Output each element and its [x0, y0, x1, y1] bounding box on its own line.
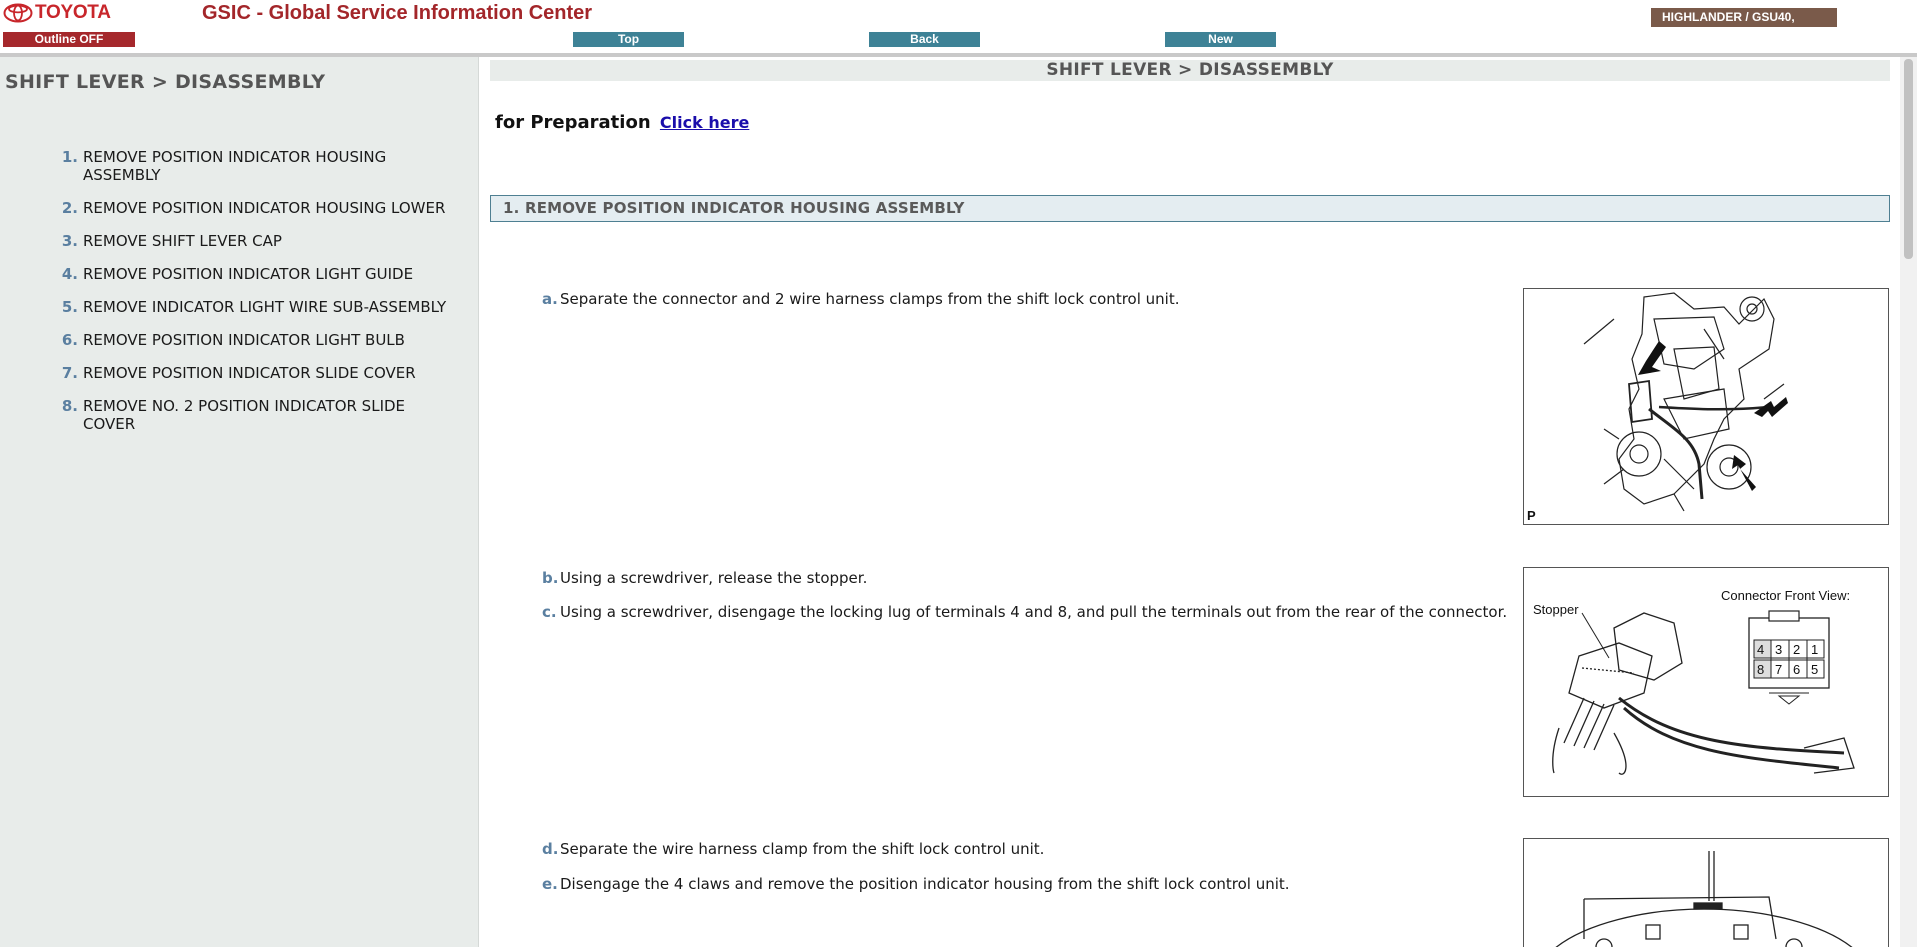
table-of-contents [52, 148, 457, 448]
vehicle-badge: HIGHLANDER / GSU40, [1651, 8, 1837, 27]
toc-label[interactable]: REMOVE POSITION INDICATOR LIGHT BULB [83, 331, 405, 349]
step-letter: a. [542, 290, 558, 308]
toc-number: 6. [61, 331, 78, 349]
figure-position-indicator-housing [1523, 838, 1889, 947]
pin-3: 3 [1775, 642, 1783, 657]
step-letter: c. [542, 603, 557, 621]
pin-1: 1 [1811, 642, 1819, 657]
outline-toggle-button[interactable]: Outline OFF [3, 32, 135, 47]
stopper-label: Stopper [1533, 602, 1579, 617]
step-text: Separate the connector and 2 wire harness clamps from the shift lock control unit. [560, 290, 1180, 308]
toc-item-6[interactable] [52, 331, 457, 349]
pin-2: 2 [1793, 642, 1801, 657]
top-button[interactable]: Top [573, 32, 684, 47]
main-content [480, 57, 1900, 947]
toc-item-8[interactable] [52, 397, 457, 433]
toc-label[interactable]: REMOVE POSITION INDICATOR LIGHT GUIDE [83, 265, 414, 283]
step-text: Separate the wire harness clamp from the shift lock control unit. [560, 840, 1045, 858]
section-heading: 1. REMOVE POSITION INDICATOR HOUSING ASSEMBLY [490, 195, 1890, 222]
toc-number: 8. [61, 397, 78, 415]
step-letter: d. [542, 840, 559, 858]
toc-item-4[interactable] [52, 265, 457, 283]
toc-number: 4. [61, 265, 78, 283]
step-e [542, 875, 1290, 893]
step-letter: e. [542, 875, 558, 893]
toyota-emblem-icon [3, 3, 33, 23]
toc-item-5[interactable] [52, 298, 457, 316]
toc-item-7[interactable] [52, 364, 457, 382]
figure-shift-lock-connector [1523, 288, 1889, 525]
pin-5: 5 [1811, 662, 1819, 677]
connector-stopper-illustration [1524, 568, 1888, 796]
step-d [542, 840, 1044, 858]
toc-label[interactable]: REMOVE INDICATOR LIGHT WIRE SUB-ASSEMBLY [83, 298, 447, 316]
scrollbar[interactable] [1900, 57, 1917, 947]
toc-label[interactable]: REMOVE SHIFT LEVER CAP [83, 232, 282, 250]
header [0, 0, 1917, 53]
figure-connector-stopper [1523, 567, 1889, 797]
connector-front-view-label: Connector Front View: [1721, 588, 1851, 603]
toc-label[interactable]: REMOVE NO. 2 POSITION INDICATOR SLIDE COVER [83, 397, 406, 433]
step-b [542, 569, 867, 587]
step-a [542, 290, 1179, 308]
step-c [542, 603, 1507, 621]
toc-item-1[interactable] [52, 148, 457, 184]
step-text: Disengage the 4 claws and remove the position indicator housing from the shift lock control unit. [560, 875, 1290, 893]
preparation-line [495, 112, 749, 133]
toc-item-2[interactable] [52, 199, 457, 217]
page-title: SHIFT LEVER > DISASSEMBLY [490, 60, 1890, 81]
pin-6: 6 [1793, 662, 1801, 677]
toc-item-3[interactable] [52, 232, 457, 250]
toc-number: 1. [61, 148, 78, 166]
toc-number: 7. [61, 364, 78, 382]
step-letter: b. [542, 569, 559, 587]
toc-label[interactable]: REMOVE POSITION INDICATOR SLIDE COVER [83, 364, 416, 382]
toyota-logo[interactable] [3, 2, 111, 24]
app-title: GSIC - Global Service Information Center [202, 2, 593, 24]
connector-pin-diagram [1749, 611, 1829, 704]
step-text: Using a screwdriver, disengage the locking lug of terminals 4 and 8, and pull the terminals out from the rear of the connector. [560, 603, 1508, 621]
new-button[interactable]: New [1165, 32, 1276, 47]
pin-4: 4 [1757, 642, 1765, 657]
position-indicator-housing-illustration [1524, 839, 1888, 947]
toc-number: 3. [61, 232, 78, 250]
sidebar [0, 57, 479, 947]
step-text: Using a screwdriver, release the stopper. [560, 569, 868, 587]
scrollbar-thumb[interactable] [1904, 59, 1913, 259]
preparation-label: for Preparation [495, 112, 651, 133]
pin-7: 7 [1775, 662, 1783, 677]
preparation-link[interactable]: Click here [659, 113, 750, 132]
sidebar-title: SHIFT LEVER > DISASSEMBLY [5, 71, 326, 93]
pin-8: 8 [1757, 662, 1765, 677]
toc-number: 5. [61, 298, 78, 316]
toc-label[interactable]: REMOVE POSITION INDICATOR HOUSING LOWER [83, 199, 446, 217]
toc-number: 2. [61, 199, 78, 217]
figure-label: P [1527, 508, 1536, 523]
logo-text: TOYOTA [35, 2, 111, 23]
back-button[interactable]: Back [869, 32, 980, 47]
toc-label[interactable]: REMOVE POSITION INDICATOR HOUSING ASSEMBLY [83, 148, 387, 184]
shift-lock-unit-illustration [1524, 289, 1888, 524]
